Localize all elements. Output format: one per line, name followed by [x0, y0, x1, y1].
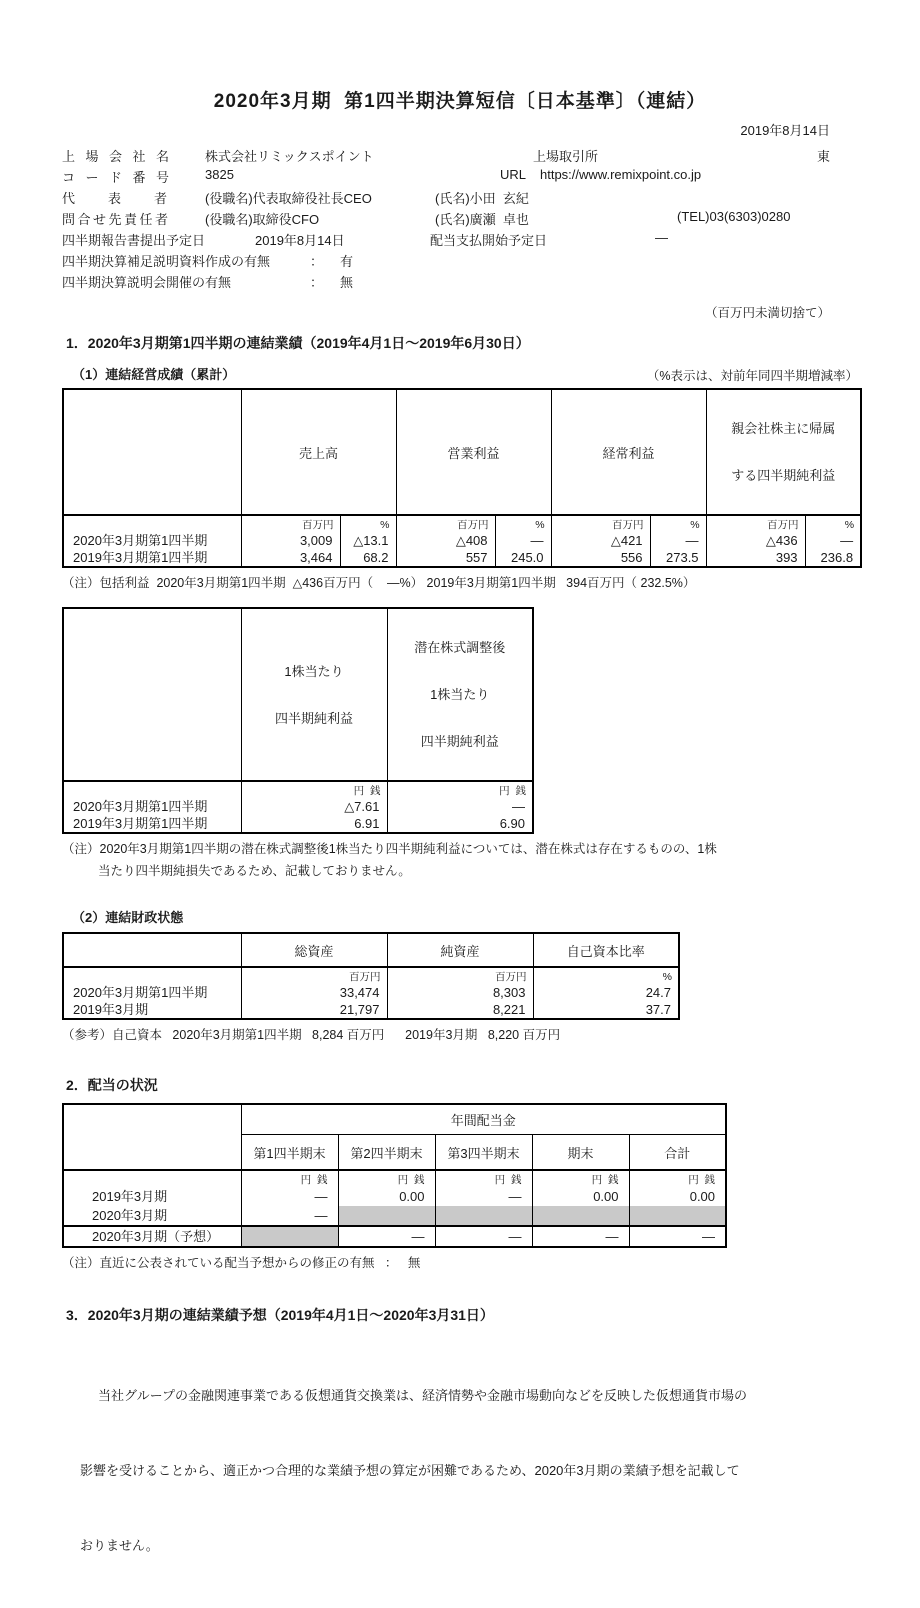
forecast-paragraph — [80, 1333, 858, 1608]
table-row: 2019年3月期第1四半期 6.91 6.90 — [63, 815, 533, 833]
table-row: 2020年3月期第1四半期 △7.61 ― — [63, 798, 533, 815]
col-header-q2-end: 第2四半期末 — [338, 1135, 435, 1171]
section2-heading: 2．配当の状況 — [66, 1077, 158, 1093]
company-url[interactable]: https://www.remixpoint.co.jp — [540, 167, 702, 182]
subsection1-2-heading: （2）連結財政状態 — [72, 910, 184, 925]
representative-label: 代表者 — [62, 191, 201, 206]
contact-title: (役職名)取締役CFO — [205, 212, 320, 227]
pct-note: （%表示は、対前年同四半期増減率） — [646, 369, 858, 383]
code-label: コード番号 — [62, 170, 180, 185]
table-row: 2020年3月期 ― — [63, 1206, 726, 1226]
col-header-diluted-eps: 潜在株式調整後 1株当たり 四半期純利益 — [387, 608, 533, 781]
per-share-table — [62, 607, 534, 834]
page-title: 2020年3月期 第1四半期決算短信〔日本基準〕（連結） — [213, 91, 707, 112]
diluted-eps-note-line2: 当たり四半期純損失であるため、記載しておりません。 — [98, 864, 411, 878]
col-header-net-income: 親会社株主に帰属 する四半期純利益 — [706, 389, 861, 515]
listed-company-label: 上場会社名 — [62, 149, 180, 164]
representative-title: (役職名)代表取締役社長CEO — [205, 191, 372, 206]
unit-row: 円 銭 円 銭 — [63, 781, 533, 798]
code-value: 3825 — [205, 167, 234, 182]
col-header-ordinary-income: 経常利益 — [551, 389, 706, 515]
section1-heading: 1．2020年3月期第1四半期の連結業績（2019年4月1日～2019年6月30日） — [66, 335, 530, 351]
diluted-eps-note-line1: （注）2020年3月期第1四半期の潜在株式調整後1株当たり四半期純利益については、潜在株式は存在するものの、1株 — [62, 842, 717, 856]
contact-label: 問合せ先責任者 — [62, 212, 171, 227]
forecast-text-line2: 影響を受けることから、適正かつ合理的な業績予想の算定が困難であるため、2020年3月期の業績予想を記載して — [80, 1463, 740, 1478]
colon: ： — [310, 254, 324, 269]
col-header-total: 合計 — [629, 1135, 726, 1171]
url-label: URL — [500, 167, 527, 182]
representative-name: (氏名)小田 玄紀 — [435, 191, 529, 206]
dividend-forecast-note: （注）直近に公表されている配当予想からの修正の有無 ： 無 — [62, 1256, 421, 1270]
table-row: 2019年3月期 21,797 8,221 37.7 — [63, 1001, 679, 1019]
col-header-eps: 1株当たり 四半期純利益 — [241, 608, 387, 781]
filing-date-value: 2019年8月14日 — [255, 233, 345, 248]
comprehensive-income-note: （注）包括利益 2020年3月期第1四半期 △436百万円（ ―%） 2019年3月期第1四半期 394百万円（ 232.5%） — [62, 576, 696, 590]
exchange-value: 東 — [816, 149, 830, 164]
col-header-operating-income: 営業利益 — [396, 389, 551, 515]
unit-row: 百万円 % 百万円 % 百万円 % 百万円 % — [63, 515, 861, 532]
rounding-note: （百万円未満切捨て） — [704, 306, 830, 320]
forecast-text-line3: おりません。 — [80, 1538, 159, 1553]
empty-corner-cell — [63, 1104, 241, 1170]
col-header-total-assets: 総資産 — [241, 933, 387, 967]
briefing-label: 四半期決算説明会開催の有無 — [62, 275, 232, 290]
dividend-start-value: ― — [655, 230, 668, 245]
supplementary-materials-value: 有 — [340, 254, 354, 269]
exchange-label: 上場取引所 — [533, 149, 599, 164]
section1-1-header — [62, 364, 858, 384]
company-info-block — [62, 144, 830, 291]
col-header-q1-end: 第1四半期末 — [241, 1135, 338, 1171]
col-header-sales: 売上高 — [241, 389, 396, 515]
contact-row — [62, 207, 830, 228]
equity-reference-note: （参考）自己資本 2020年3月期第1四半期 8,284 百万円 2019年3月期 8,220 百万円 — [62, 1028, 561, 1042]
forecast-text-line1: 当社グループの金融関連事業である仮想通貨交換業は、経済情勢や金融市場動向などを反映した仮想通貨市場の — [98, 1388, 747, 1403]
col-header-net-assets: 純資産 — [387, 933, 533, 967]
supplementary-materials-row — [62, 249, 830, 270]
filing-date-label: 四半期報告書提出予定日 — [62, 233, 206, 248]
financial-position-table — [62, 932, 680, 1020]
annual-dividend-group-header: 年間配当金 — [241, 1104, 726, 1135]
representative-row — [62, 186, 830, 207]
table-row: 2019年3月期 ― 0.00 ― 0.00 0.00 — [63, 1187, 726, 1206]
contact-name: (氏名)廣瀬 卓也 — [435, 212, 529, 227]
col-header-equity-ratio: 自己資本比率 — [533, 933, 679, 967]
announcement-date: 2019年8月14日 — [740, 123, 830, 138]
contact-tel: (TEL)03(6303)0280 — [677, 209, 791, 224]
subsection1-1-heading: （1）連結経営成績（累計） — [72, 367, 236, 382]
unit-row: 円 銭 円 銭 円 銭 円 銭 円 銭 — [63, 1170, 726, 1187]
company-name: 株式会社リミックスポイント — [205, 149, 374, 164]
table-row: 2019年3月期第1四半期 3,464 68.2 557 245.0 556 273.5 393 236.8 — [63, 549, 861, 567]
table-row-forecast: 2020年3月期（予想） ― ― ― ― — [63, 1226, 726, 1247]
table-row: 2020年3月期第1四半期 3,009 △13.1 △408 ― △421 ― △436 ― — [63, 532, 861, 549]
table-row: 2020年3月期第1四半期 33,474 8,303 24.7 — [63, 984, 679, 1001]
dividend-start-label: 配当支払開始予定日 — [430, 233, 548, 248]
empty-corner-cell — [63, 608, 241, 781]
briefing-value: 無 — [340, 275, 354, 290]
colon: ： — [310, 275, 324, 290]
results-table — [62, 388, 862, 568]
col-header-q3-end: 第3四半期末 — [435, 1135, 532, 1171]
empty-corner-cell — [63, 389, 241, 515]
section3-heading: 3．2020年3月期の連結業績予想（2019年4月1日～2020年3月31日） — [66, 1307, 494, 1323]
col-header-year-end: 期末 — [532, 1135, 629, 1171]
briefing-row — [62, 270, 830, 291]
company-row — [62, 144, 830, 165]
filing-date-row — [62, 228, 830, 249]
dividends-table — [62, 1103, 727, 1248]
empty-corner-cell — [63, 933, 241, 967]
unit-row: 百万円 百万円 % — [63, 967, 679, 984]
supplementary-materials-label: 四半期決算補足説明資料作成の有無 — [62, 254, 271, 269]
code-row — [62, 165, 830, 186]
